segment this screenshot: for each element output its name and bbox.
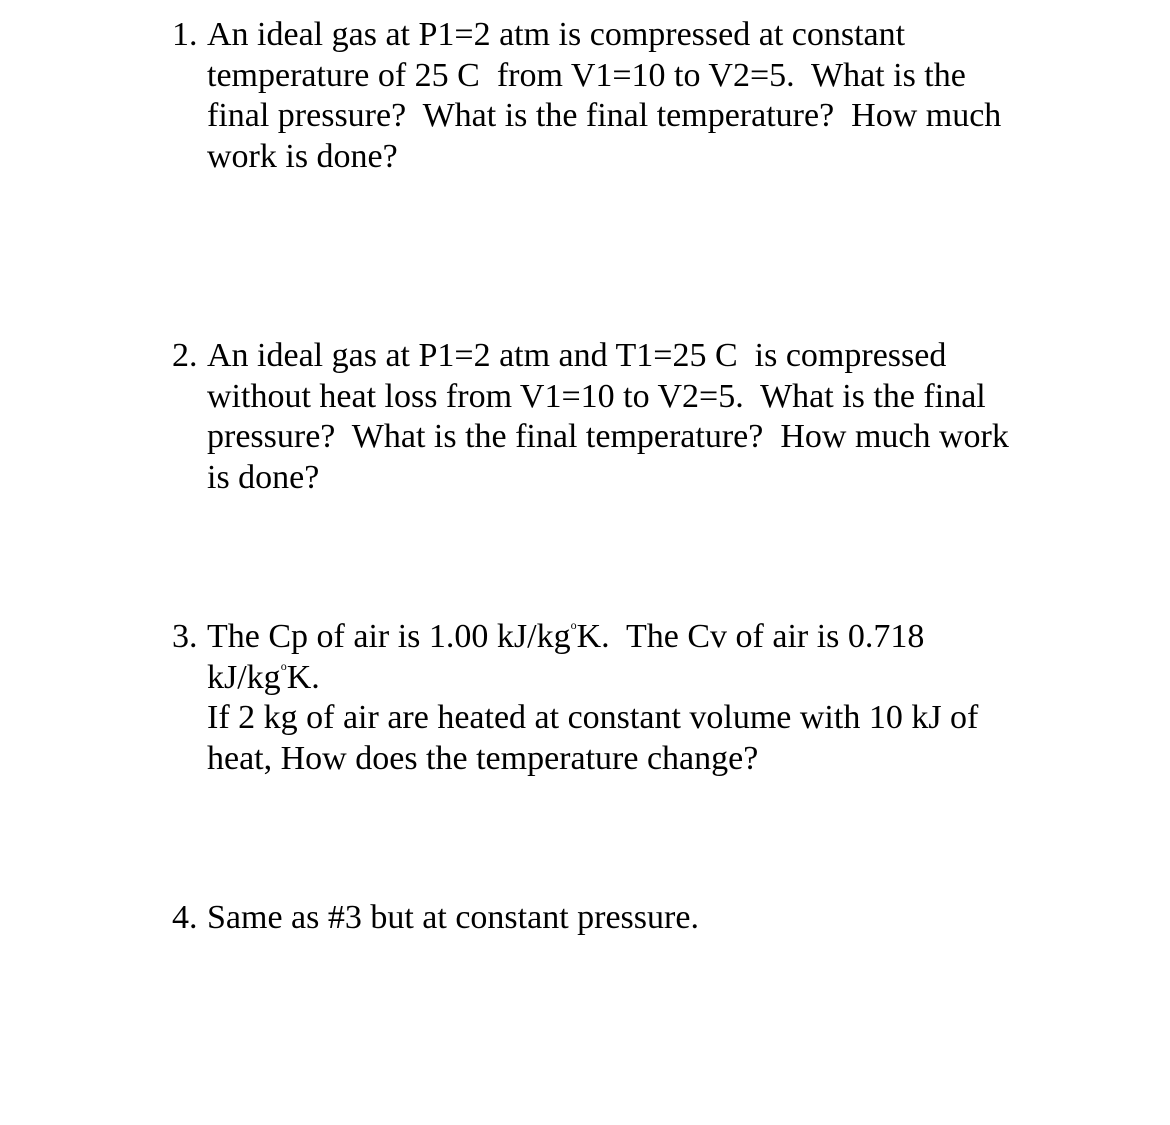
text-line: If 2 kg of air are heated at constant volume with 10 kJ of xyxy=(207,699,979,736)
text-line: An ideal gas at P1=2 atm and T1=25 C is compressed xyxy=(207,337,947,374)
text-line: temperature of 25 C from V1=10 to V2=5. What is the xyxy=(207,56,966,94)
problem-text xyxy=(207,617,1032,779)
problem-3 xyxy=(172,617,1032,779)
text-line xyxy=(207,658,1032,699)
degree-symbol: o xyxy=(570,618,577,632)
text-line: final pressure? What is the final temperature? How much xyxy=(207,97,1002,134)
text-line: An ideal gas at P1=2 atm is compressed at constant xyxy=(207,16,906,53)
problem-2 xyxy=(172,336,1032,498)
text-line: is done? xyxy=(207,458,320,496)
text-line: work is done? xyxy=(207,137,398,175)
problem-1 xyxy=(172,15,1032,177)
text-line: Same as #3 but at constant pressure. xyxy=(207,899,699,936)
text-segment: kJ/kg xyxy=(207,658,281,696)
text-line: heat, How does the temperature change? xyxy=(207,739,759,777)
problem-number: 2. xyxy=(172,337,198,374)
problem-text xyxy=(207,15,1032,177)
problem-text xyxy=(207,336,1032,498)
text-segment: The Cp of air is 1.00 kJ/kg xyxy=(207,618,571,655)
text-segment: K. The Cv of air is 0.718 xyxy=(576,618,925,655)
text-line: pressure? What is the final temperature? How much work xyxy=(207,418,1009,455)
degree-symbol: o xyxy=(280,658,287,673)
problem-number: 1. xyxy=(172,16,198,53)
problem-4 xyxy=(172,898,1032,939)
problem-text xyxy=(207,898,1032,939)
text-segment: K. xyxy=(286,658,320,696)
problem-number: 4. xyxy=(172,899,198,936)
text-line: without heat loss from V1=10 to V2=5. What is the final xyxy=(207,377,986,415)
problem-number: 3. xyxy=(172,618,198,655)
text-line xyxy=(207,617,1032,658)
